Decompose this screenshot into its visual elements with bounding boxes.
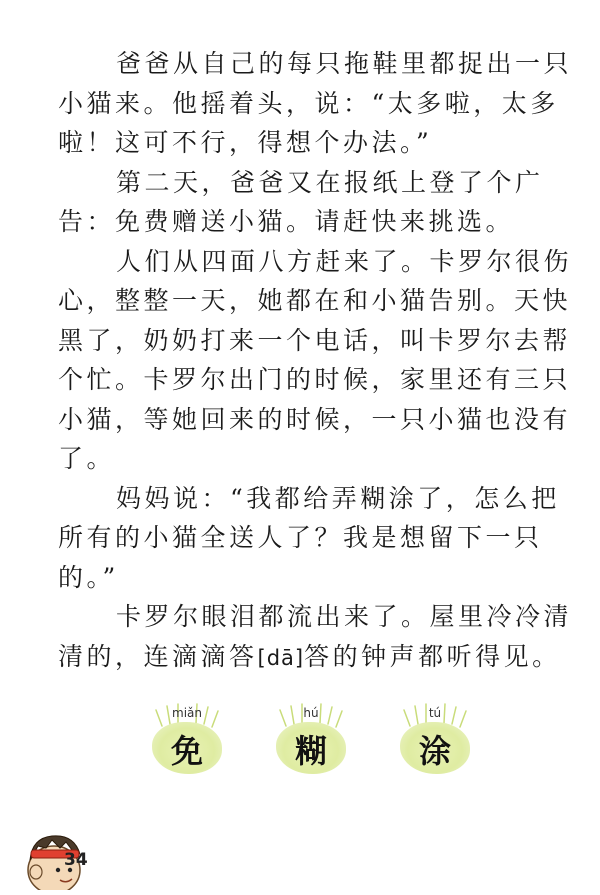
vocab-card-tu [396, 700, 474, 780]
vocab-hanzi: 涂 [418, 732, 451, 770]
inline-pinyin: [dā] [257, 645, 305, 670]
vocab-card-hu [272, 700, 350, 780]
vocab-hanzi: 糊 [294, 732, 327, 770]
paragraph-5-after: 答的钟声都听得见。 [304, 641, 561, 671]
mascot-boy-icon [22, 820, 102, 890]
vocab-pinyin: tú [428, 706, 442, 720]
paragraph-3: 人们从四面八方赶来了。卡罗尔很伤心，整整一天，她都在和小猫告别。天快黑了，奶奶打来一个电话，叫卡罗尔去帮个忙。卡罗尔出门的时候，家里还有三只小猫，等她回来的时候，一只小猫也没有了。 [58, 246, 573, 473]
story-text [58, 44, 578, 678]
vocab-pinyin: hú [303, 706, 319, 720]
paragraph-1: 爸爸从自己的每只拖鞋里都捉出一只小猫来。他摇着头，说：“太多啦，太多啦！这可不行，得想个办法。” [58, 49, 573, 157]
vocabulary-cards [148, 700, 478, 780]
paragraph-4: 妈妈说：“我都给弄糊涂了，怎么把所有的小猫全送人了？我是想留下一只的。” [58, 483, 560, 592]
paragraph-5-before: 卡罗尔眼泪都流出来了。屋里冷冷清清的，连滴滴答 [58, 602, 573, 671]
page-number: 34 [64, 850, 88, 870]
vocab-pinyin: miǎn [172, 706, 202, 720]
paragraph-5 [58, 597, 578, 678]
vocab-hanzi: 免 [170, 732, 203, 770]
paragraph-2: 第二天，爸爸又在报纸上登了个广告：免费赠送小猫。请赶快来挑选。 [58, 167, 544, 236]
vocab-card-mian [148, 700, 226, 780]
